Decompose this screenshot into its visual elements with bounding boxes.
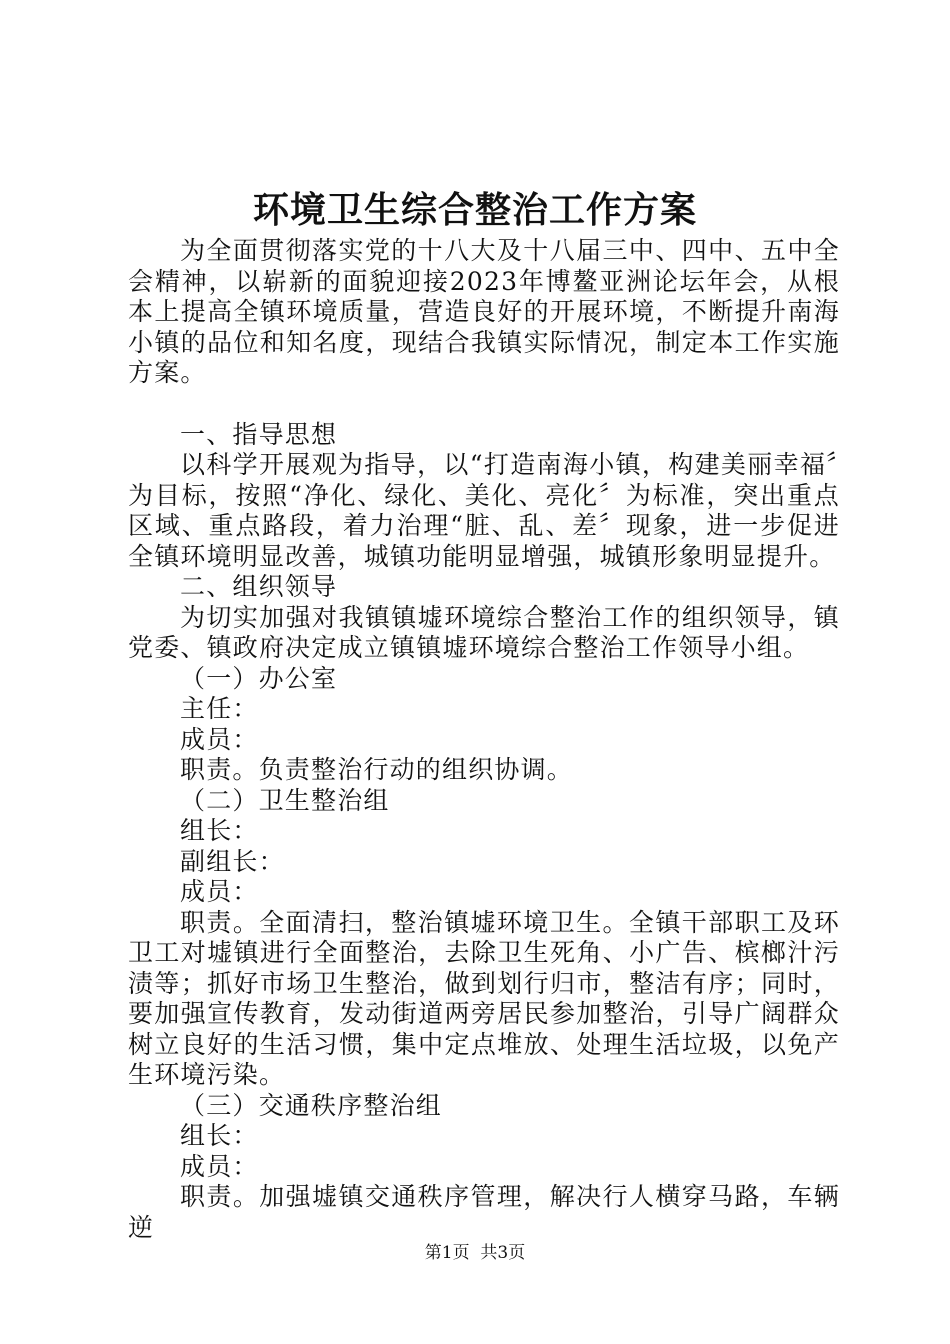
sanitation-members-line: 成员：: [180, 877, 259, 906]
document-title: 环境卫生综合整治工作方案: [252, 189, 697, 231]
sanitation-leader-line: 组长：: [180, 816, 259, 845]
guiding-thought-paragraph: 以科学开展观为指导，以“打造南海小镇，构建美丽幸福〞为目标，按照“净化、绿化、美化、亮化〞为标准，突出重点区域、重点路段，着力治理“脏、乱、差〞现象，进一步促进全镇环境明显改善，城镇功能明显增强，城镇形象明显提升。: [128, 450, 840, 571]
traffic-duty-paragraph: 职责。加强墟镇交通秩序管理，解决行人横穿马路，车辆逆: [128, 1182, 840, 1242]
office-director-line: 主任：: [180, 694, 259, 723]
group-heading-sanitation: （二）卫生整治组: [180, 785, 390, 815]
traffic-members-line: 成员：: [180, 1151, 259, 1181]
group-heading-office: （一）办公室: [180, 663, 338, 693]
intro-paragraph: 为全面贯彻落实党的十八大及十八届三中、四中、五中全会精神，以崭新的面貌迎接2023年博鳌亚洲论坛年会，从根本上提高全镇环境质量，营造良好的开展环境，不断提升南海小镇的品位和知名度，现结合我镇实际情况，制定本工作实施方案。: [128, 236, 840, 387]
office-duty-line: 职责。负责整治行动的组织协调。: [180, 755, 574, 784]
organization-paragraph: 为切实加强对我镇镇墟环境综合整治工作的组织领导，镇党委、镇政府决定成立镇镇墟环境综合整治工作领导小组。: [128, 602, 840, 662]
group-heading-traffic: （三）交通秩序整治组: [180, 1090, 443, 1120]
traffic-leader-line: 组长：: [180, 1121, 259, 1150]
page-total-label: 共3页: [480, 1243, 526, 1263]
document-body: [128, 236, 840, 1243]
footer-separator: [470, 1243, 481, 1263]
paragraph-gap: [128, 389, 840, 420]
sanitation-duty-paragraph: 职责。全面清扫，整治镇墟环境卫生。全镇干部职工及环卫工对墟镇进行全面整治，去除卫生死角、小广告、槟榔汁污渍等；抓好市场卫生整治，做到划行归市，整洁有序；同时，要加强宣传教育，发动街道两旁居民参加整治，引导广阔群众树立良好的生活习惯，集中定点堆放、处理生活垃圾，以免产生环境污染。: [128, 907, 840, 1089]
section-heading-guiding-thought: 一、指导思想: [180, 419, 338, 449]
office-members-line: 成员：: [180, 724, 259, 754]
section-heading-organization: 二、组织领导: [180, 572, 338, 601]
page-footer: [0, 1241, 950, 1265]
page-number-label: 第1页: [424, 1243, 470, 1263]
sanitation-deputy-line: 副组长：: [180, 846, 285, 876]
